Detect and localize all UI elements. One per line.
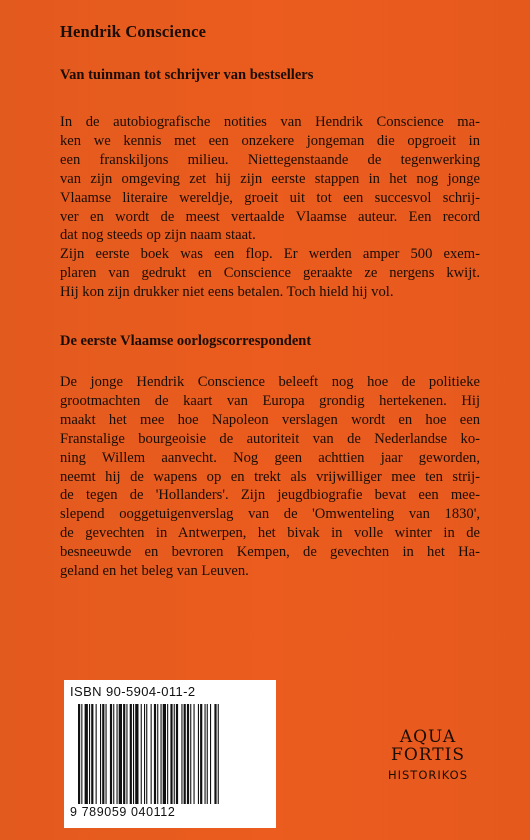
barcode-bar [214,704,216,804]
barcode-bar [96,704,97,804]
barcode-bar [181,704,182,804]
text-line: Vlaamse literaire wereldje, groeit uit tot een succesvol schrij- [60,189,480,206]
barcode-bar [218,704,219,804]
text-line: dat nog steeds op zijn naam staat. [60,227,256,244]
text-line: de gevechten in Antwerpen, het bivak in volle winter in de [60,525,480,542]
barcode-bar [144,704,145,804]
barcode-bar [135,704,138,804]
isbn-text: ISBN 90-5904-011-2 [70,684,196,699]
barcode-bar [113,704,114,804]
barcode-bar [78,704,80,804]
barcode-bar [190,704,191,804]
barcode-bar [130,704,132,804]
barcode-bar [110,704,112,804]
barcode-bar [102,704,104,804]
barcode-bar [194,704,195,804]
publisher-logo-line3: HISTORIKOS [387,768,469,782]
section-body-1 [60,113,480,302]
text-line: slepend ooggetuigenverslag van de 'Omwenteling van 1830', [60,506,480,523]
barcode-bar [106,704,107,804]
book-title: Hendrik Conscience [60,22,207,41]
text-line: Hij kon zijn drukker niet eens betalen. Toch hield hij vol. [60,284,394,301]
text-line: plaren van gedrukt en Conscience geraakte ze nergens kwijt. [60,265,480,282]
barcode-bar [119,704,122,804]
barcode-bar [184,704,186,804]
text-line: Zijn eerste boek was een flop. Er werden amper 500 exem- [60,246,480,263]
barcode-bar [85,704,88,804]
barcode-bar [157,704,158,804]
text-line: ver en wordt de meest vertaalde Vlaamse auteur. Een record [60,208,480,225]
barcode-bar [205,704,206,804]
barcode-label [64,680,276,828]
text-line: geland en het beleg van Leuven. [60,563,249,580]
barcode-icon [78,704,264,804]
text-line: een franskiljons milieu. Niettegenstaande de tegenwerking [60,151,480,168]
publisher-logo [358,728,498,820]
barcode-bar [154,704,156,804]
barcode-bar [100,704,101,804]
text-line: grootmachten de kaart van Europa grondig hertekenen. Hij [60,392,480,409]
text-line: de tegen de 'Hollanders'. Zijn jeugdbiografie bevat een mee- [60,487,480,504]
barcode-bar [187,704,189,804]
barcode-bar [133,704,134,804]
text-line: De jonge Hendrik Conscience beleeft nog hoe de politieke [60,374,480,390]
barcode-bar [81,704,82,804]
barcode-bar [176,704,178,804]
barcode-bar [146,704,147,804]
section-heading-2: De eerste Vlaamse oorlogscorrespondent [60,333,312,349]
text-line: In de autobiografische notities van Hendrik Conscience ma- [60,114,480,130]
section-body-2 [60,373,480,581]
barcode-bar [117,704,118,804]
barcode-bar [207,704,208,804]
barcode-bar [170,704,172,804]
text-line: Franstalige bourgeoisie de autoriteit van de Nederlandse ko- [60,430,480,447]
barcode-bar [161,704,162,804]
barcode-bar [89,704,90,804]
publisher-logo-line2: FORTIS [391,745,465,765]
barcode-bar [174,704,175,804]
barcode-bar [151,704,152,804]
barcode-bar [200,704,202,804]
text-line: van zijn omgeving zet hij zijn eerste stappen in het nog jonge [60,170,480,187]
section-heading-1: Van tuinman tot schrijver van bestsellers [60,67,314,83]
text-line: neemt hij de wapens op en trekt als vrijwilliger mee ten strij- [60,468,480,485]
text-line: ken we kennis met een onzekere jongeman die opgroeit in [60,132,480,149]
barcode-bar [163,704,166,804]
text-line: besneeuwde en bevroren Kempen, de gevechten in het Ha- [60,544,480,561]
text-line: maakt het mee hoe Napoleon verslagen wordt en hoe een [60,411,480,428]
barcode-bar [91,704,93,804]
barcode-bar [123,704,125,804]
barcode-bar [210,704,211,804]
barcode-bar [167,704,168,804]
barcode-bar [126,704,127,804]
text-line: ning Willem aanvecht. Nog geen achttien jaar geworden, [60,449,480,466]
barcode-number: 9 789059 040112 [70,805,176,819]
barcode-bar [198,704,199,804]
barcode-bar [141,704,142,804]
publisher-logo-line1: AQUA [399,727,457,747]
